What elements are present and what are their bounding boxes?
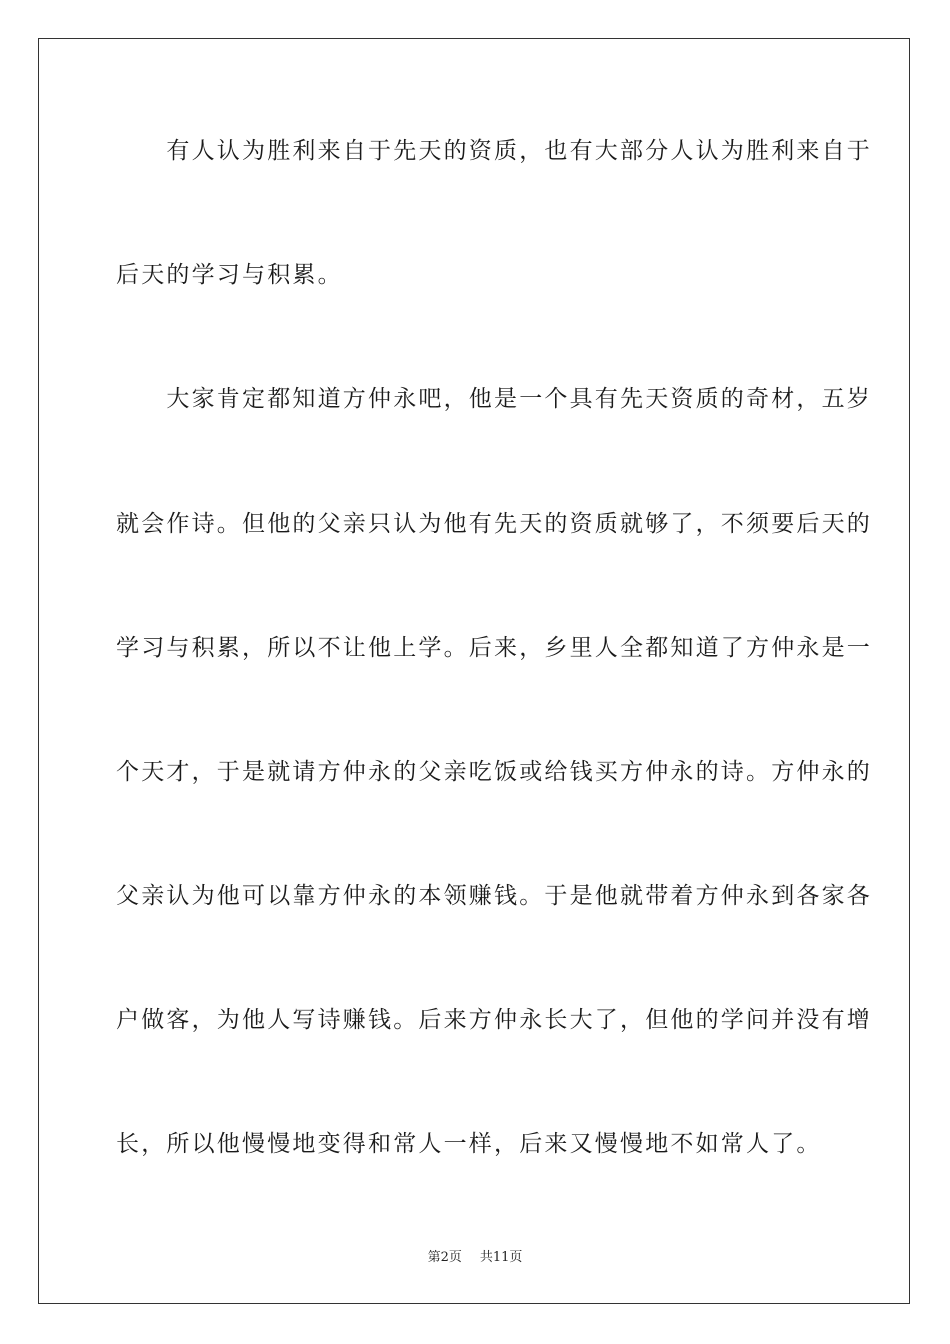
text-line: 大家肯定都知道方仲永吧，他是一个具有先天资质的奇材，五岁 xyxy=(116,386,872,412)
page-footer xyxy=(0,1246,950,1265)
page-border xyxy=(38,38,910,1304)
text-line: 父亲认为他可以靠方仲永的本领赚钱。于是他就带着方仲永到各家各 xyxy=(116,883,872,909)
text-line: 长，所以他慢慢地变得和常人一样，后来又慢慢地不如常人了。 xyxy=(116,1131,822,1157)
text-line: 个天才，于是就请方仲永的父亲吃饭或给钱买方仲永的诗。方仲永的 xyxy=(116,759,872,785)
page-total: 共11页 xyxy=(479,1250,523,1265)
text-line: 户做客，为他人写诗赚钱。后来方仲永长大了，但他的学问并没有增 xyxy=(116,1007,872,1033)
text-line: 有人认为胜利来自于先天的资质，也有大部分人认为胜利来自于 xyxy=(116,138,872,164)
text-line: 后天的学习与积累。 xyxy=(116,262,343,288)
page-number: 第2页 xyxy=(427,1250,462,1265)
text-line: 就会作诗。但他的父亲只认为他有先天的资质就够了，不须要后天的 xyxy=(116,511,872,537)
text-line: 学习与积累，所以不让他上学。后来，乡里人全都知道了方仲永是一 xyxy=(116,635,872,661)
